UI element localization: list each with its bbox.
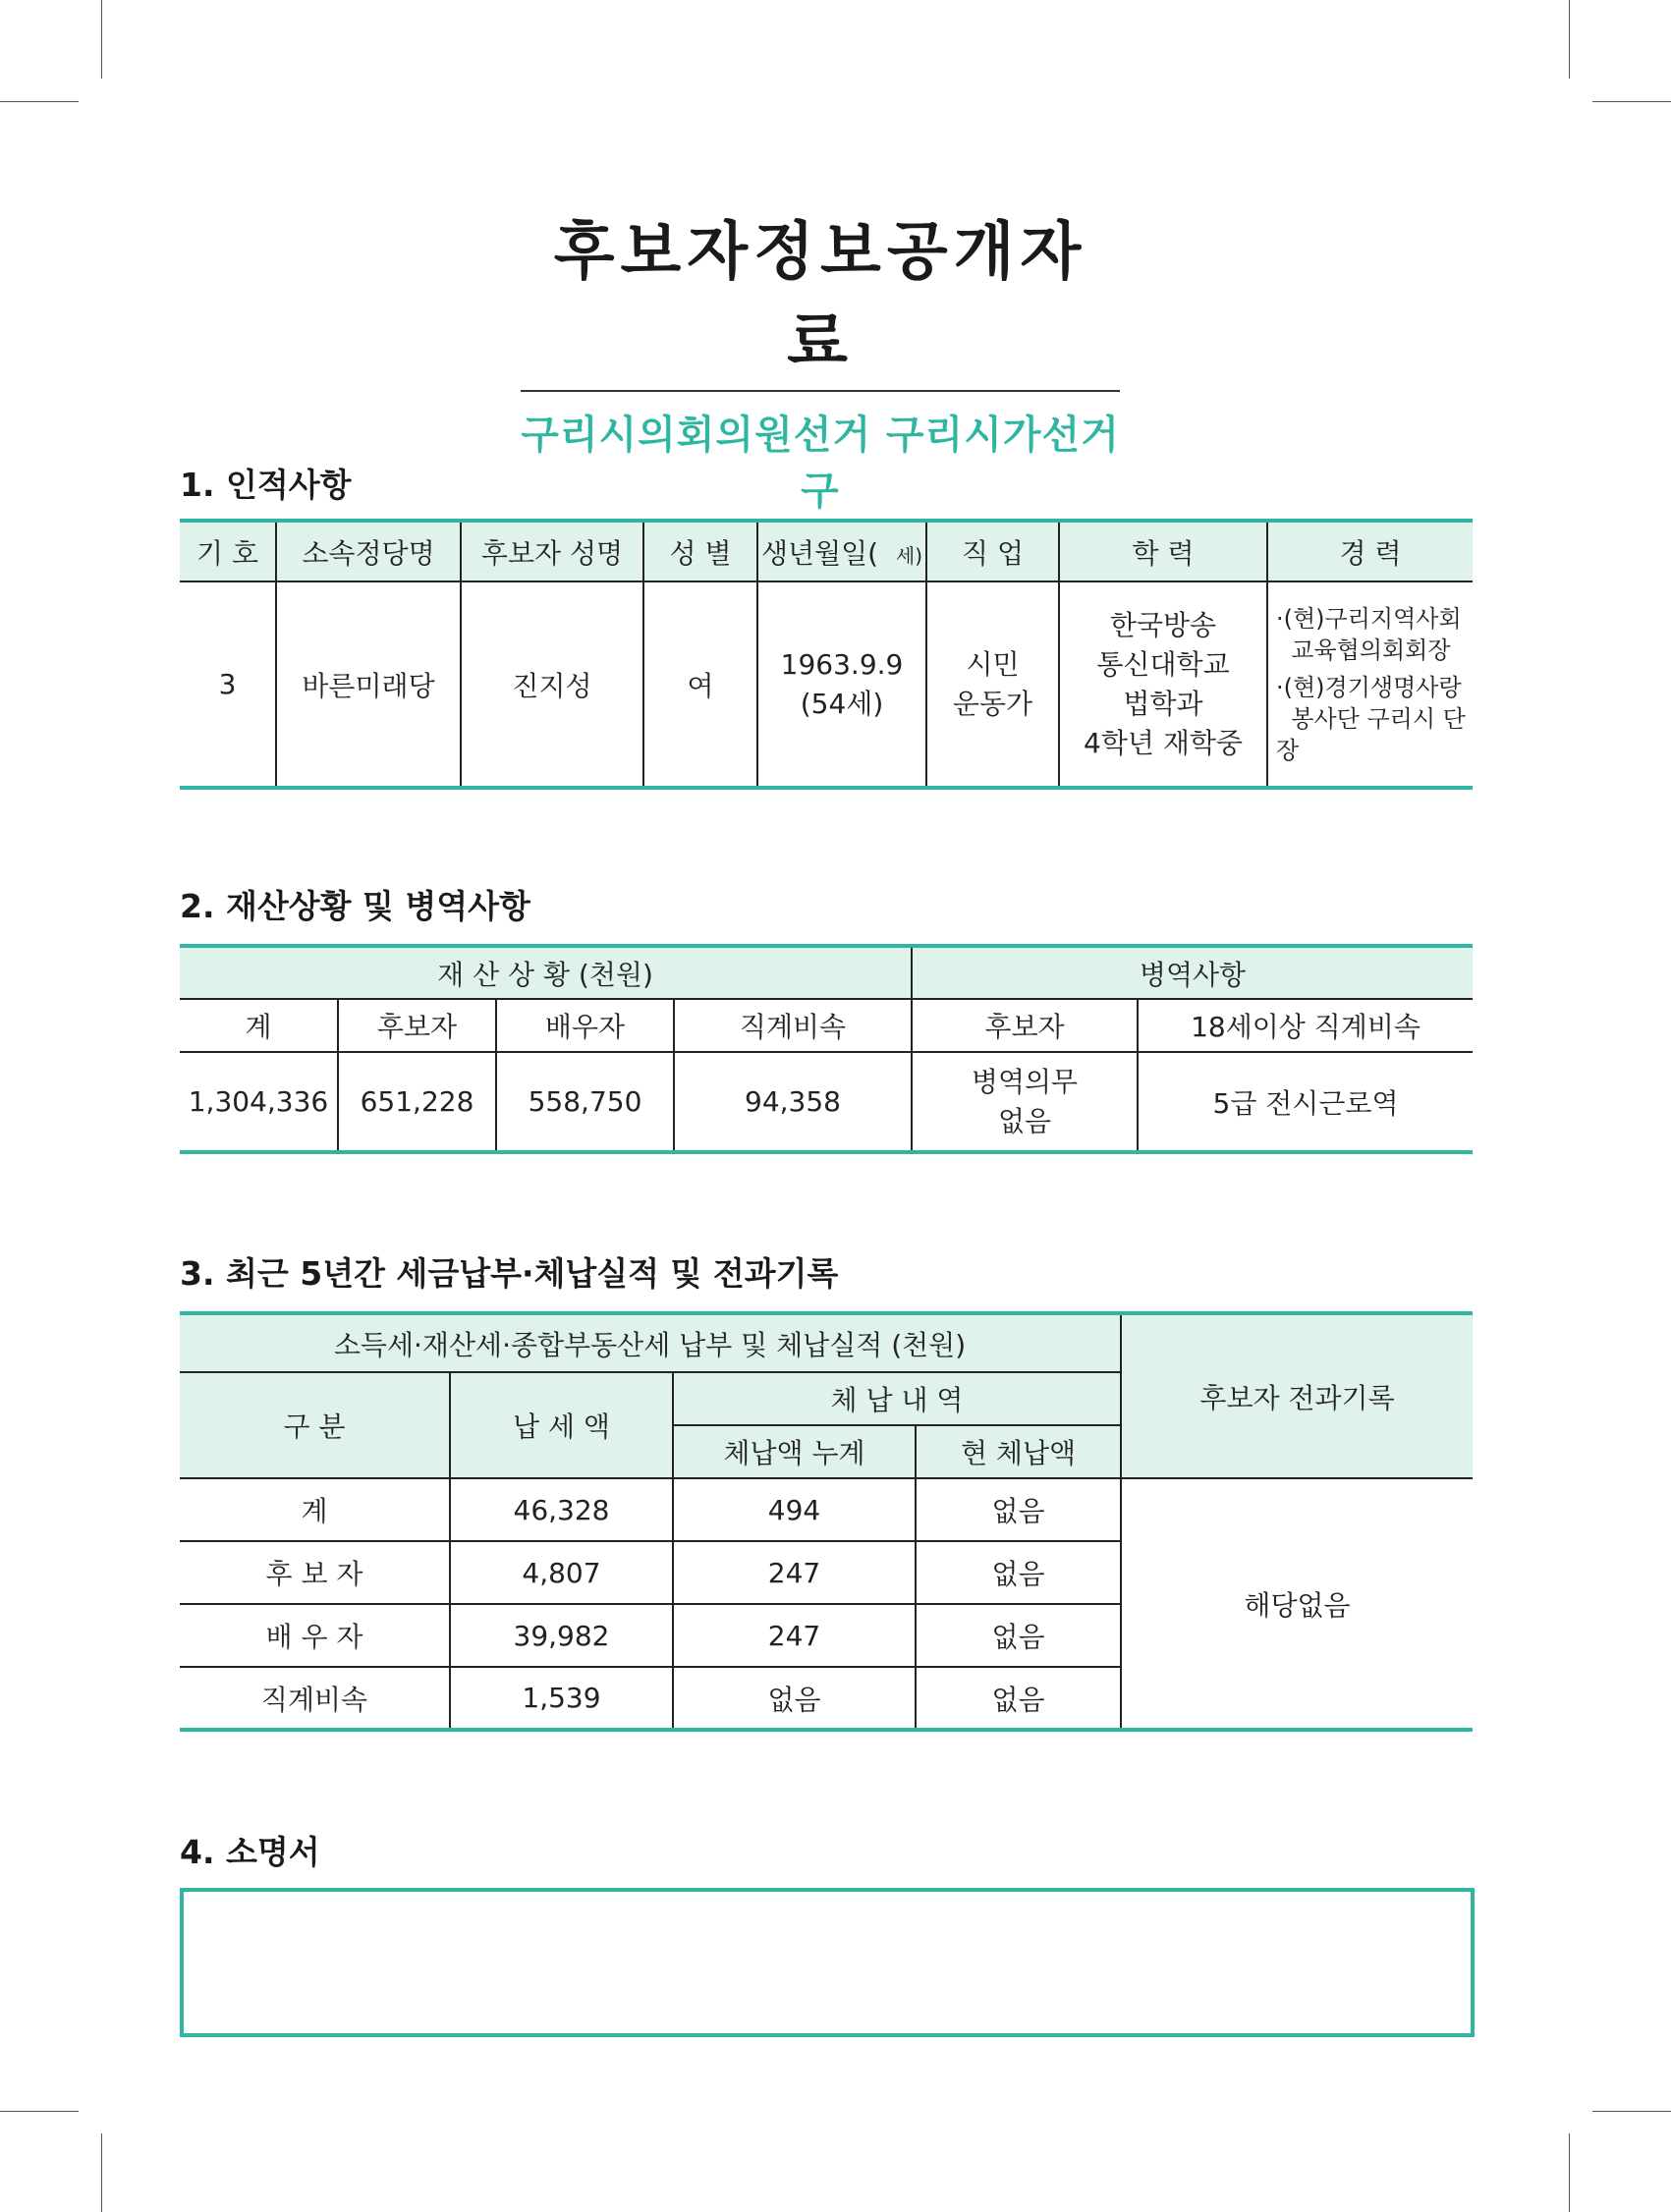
tax-record-table bbox=[180, 1311, 1473, 1732]
document-title: 후보자정보공개자료 bbox=[521, 201, 1120, 392]
education-line: 법학과 bbox=[1123, 687, 1203, 720]
table-row bbox=[180, 581, 1473, 788]
criminal-header: 후보자 전과기록 bbox=[1121, 1313, 1473, 1478]
tax-arrears-total: 247 bbox=[673, 1541, 916, 1604]
tax-paid: 39,982 bbox=[450, 1604, 673, 1667]
crop-mark bbox=[0, 101, 79, 102]
document-header bbox=[521, 201, 1120, 516]
subheader-candidate: 후보자 bbox=[338, 999, 496, 1052]
crop-mark bbox=[1569, 0, 1570, 79]
col-arrears: 체 납 내 역 bbox=[673, 1372, 1121, 1425]
crop-mark bbox=[1592, 101, 1671, 102]
col-arrears-total: 체납액 누계 bbox=[673, 1425, 916, 1478]
birth-age: (54세) bbox=[800, 687, 884, 720]
criminal-record: 해당없음 bbox=[1121, 1478, 1473, 1730]
tax-arrears-total: 없음 bbox=[673, 1667, 916, 1730]
col-arrears-current: 현 체납액 bbox=[916, 1425, 1121, 1478]
military-candidate bbox=[912, 1052, 1138, 1152]
tax-arrears-total: 247 bbox=[673, 1604, 916, 1667]
crop-mark bbox=[101, 2133, 102, 2212]
tax-arrears-current: 없음 bbox=[916, 1478, 1121, 1541]
candidate-gender: 여 bbox=[643, 581, 757, 788]
crop-mark bbox=[0, 2111, 79, 2112]
career-item bbox=[1276, 672, 1473, 766]
subheader-descendants: 직계비속 bbox=[674, 999, 912, 1052]
header-party: 소속정당명 bbox=[276, 521, 461, 581]
section3-heading: 3. 최근 5년간 세금납부·체납실적 및 전과기록 bbox=[180, 1254, 839, 1293]
personal-info-table bbox=[180, 519, 1473, 790]
education-line: 4학년 재학중 bbox=[1084, 726, 1243, 759]
document-subtitle: 구리시의회의원선거 구리시가선거구 bbox=[521, 413, 1120, 514]
tax-arrears-current: 없음 bbox=[916, 1541, 1121, 1604]
property-descendants: 94,358 bbox=[674, 1052, 912, 1152]
career-line: ·(현)경기생명사랑 bbox=[1276, 673, 1462, 701]
candidate-education bbox=[1059, 581, 1267, 788]
candidate-birth bbox=[757, 581, 926, 788]
military-line: 없음 bbox=[997, 1104, 1052, 1137]
table-row bbox=[180, 1052, 1473, 1152]
military-header: 병역사항 bbox=[912, 946, 1473, 999]
property-header: 재 산 상 황 (천원) bbox=[180, 946, 912, 999]
education-line: 한국방송 bbox=[1109, 608, 1217, 641]
subheader-total: 계 bbox=[180, 999, 338, 1052]
statement-box bbox=[180, 1888, 1475, 2037]
military-line: 병역의무 bbox=[971, 1065, 1079, 1098]
military-descendants: 5급 전시근로역 bbox=[1138, 1052, 1473, 1152]
career-line: ·(현)구리지역사회 bbox=[1276, 604, 1462, 633]
header-name: 후보자 성명 bbox=[461, 521, 643, 581]
header-education: 학 력 bbox=[1059, 521, 1267, 581]
property-military-table bbox=[180, 944, 1473, 1154]
career-line: 교육협의회회장 bbox=[1291, 636, 1451, 664]
career-line: 봉사단 구리시 단장 bbox=[1276, 704, 1466, 764]
birth-date: 1963.9.9 bbox=[780, 647, 904, 681]
tax-paid: 46,328 bbox=[450, 1478, 673, 1541]
job-line: 시민 bbox=[966, 647, 1020, 681]
tax-header: 소득세·재산세·종합부동산세 납부 및 체납실적 (천원) bbox=[180, 1313, 1121, 1372]
section2-heading: 2. 재산상황 및 병역사항 bbox=[180, 887, 530, 925]
col-category: 구 분 bbox=[180, 1372, 450, 1478]
header-birth bbox=[757, 521, 926, 581]
header-job: 직 업 bbox=[926, 521, 1059, 581]
candidate-career bbox=[1267, 581, 1473, 788]
property-spouse: 558,750 bbox=[496, 1052, 674, 1152]
table-row bbox=[180, 1478, 1473, 1541]
tax-paid: 1,539 bbox=[450, 1667, 673, 1730]
header-number: 기 호 bbox=[180, 521, 276, 581]
candidate-name: 진지성 bbox=[461, 581, 643, 788]
candidate-job bbox=[926, 581, 1059, 788]
header-gender: 성 별 bbox=[643, 521, 757, 581]
subheader-military-descendants: 18세이상 직계비속 bbox=[1138, 999, 1473, 1052]
tax-category: 배 우 자 bbox=[180, 1604, 450, 1667]
subheader-spouse: 배우자 bbox=[496, 999, 674, 1052]
career-item bbox=[1276, 603, 1473, 666]
tax-arrears-current: 없음 bbox=[916, 1667, 1121, 1730]
tax-paid: 4,807 bbox=[450, 1541, 673, 1604]
section1-heading: 1. 인적사항 bbox=[180, 466, 352, 504]
tax-category: 직계비속 bbox=[180, 1667, 450, 1730]
crop-mark bbox=[1569, 2133, 1570, 2212]
tax-arrears-current: 없음 bbox=[916, 1604, 1121, 1667]
header-birth-label: 생년월일( bbox=[760, 536, 879, 570]
tax-category: 후 보 자 bbox=[180, 1541, 450, 1604]
subheader-military-candidate: 후보자 bbox=[912, 999, 1138, 1052]
col-paid: 납 세 액 bbox=[450, 1372, 673, 1478]
header-career: 경 력 bbox=[1267, 521, 1473, 581]
crop-mark bbox=[101, 0, 102, 79]
tax-category: 계 bbox=[180, 1478, 450, 1541]
candidate-party: 바른미래당 bbox=[276, 581, 461, 788]
property-candidate: 651,228 bbox=[338, 1052, 496, 1152]
property-total: 1,304,336 bbox=[180, 1052, 338, 1152]
education-line: 통신대학교 bbox=[1096, 647, 1230, 681]
job-line: 운동가 bbox=[952, 687, 1033, 720]
candidate-number: 3 bbox=[180, 581, 276, 788]
crop-mark bbox=[1592, 2111, 1671, 2112]
header-birth-age: 세) bbox=[895, 543, 923, 568]
tax-arrears-total: 494 bbox=[673, 1478, 916, 1541]
section4-heading: 4. 소명서 bbox=[180, 1833, 320, 1871]
